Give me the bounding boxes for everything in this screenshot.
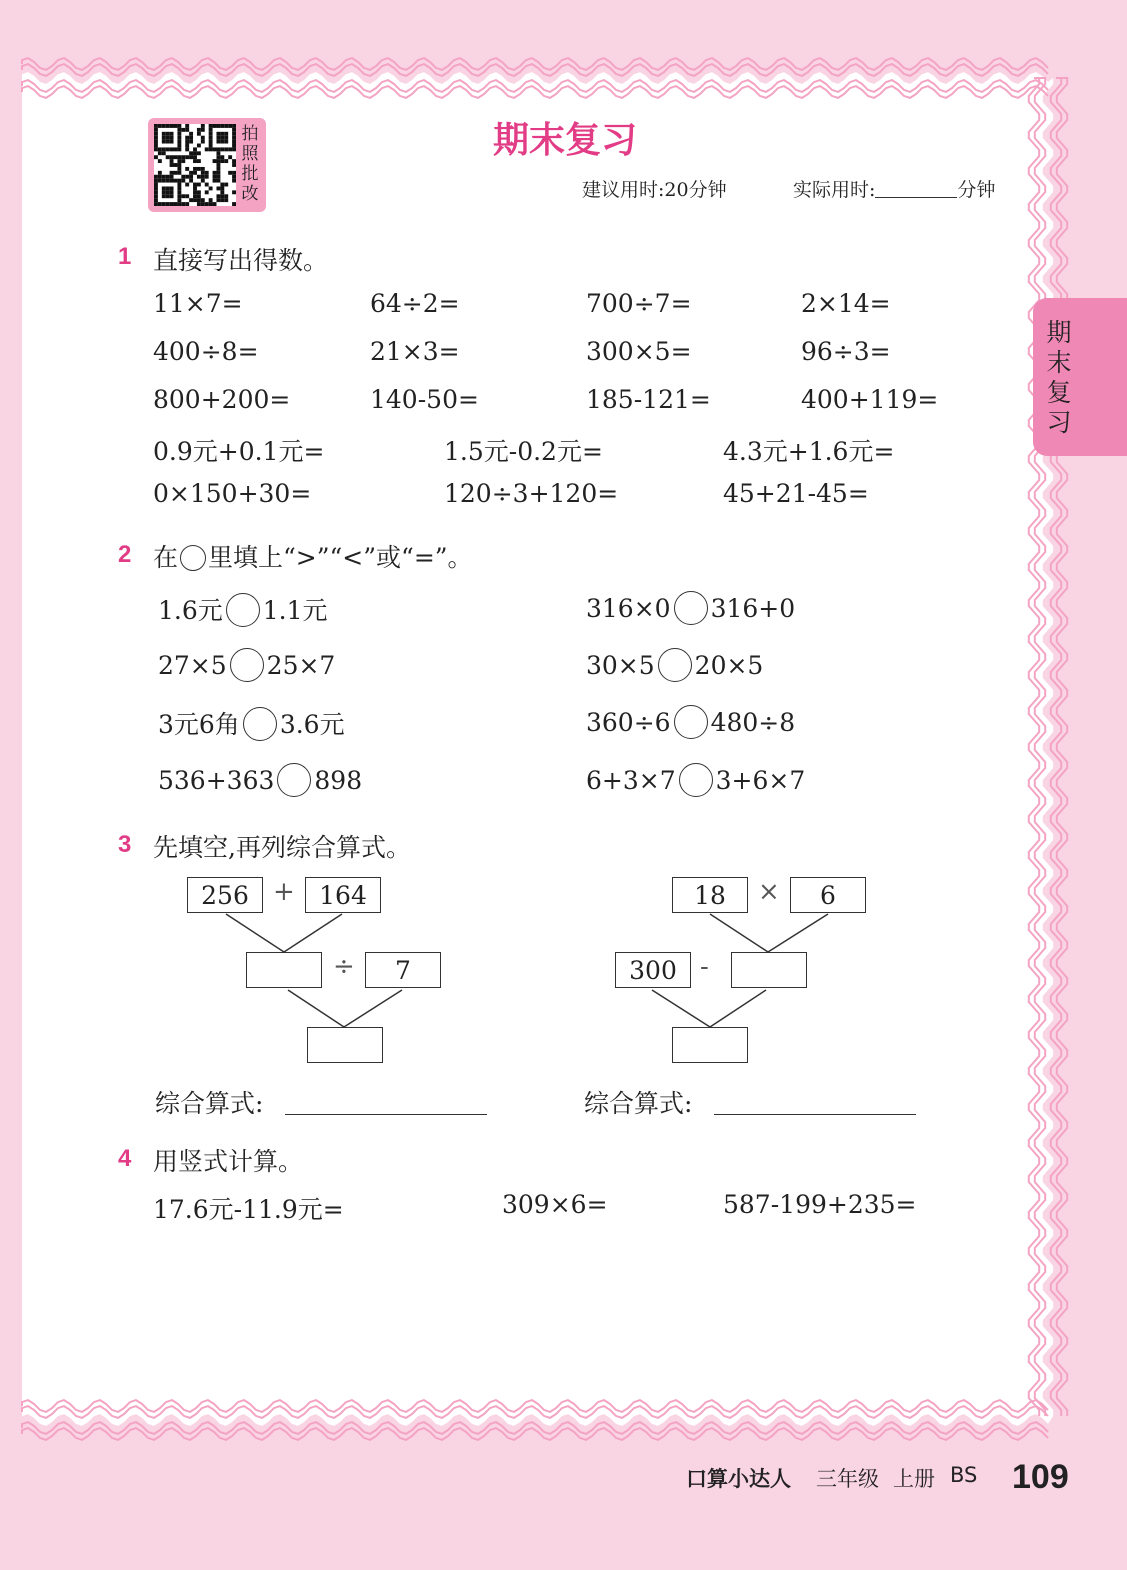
answer-box[interactable] — [672, 1027, 748, 1063]
compare-item: 316×0 316+0 — [586, 591, 795, 625]
exercise: 21×3= — [370, 337, 460, 366]
exercise: 0×150+30= — [153, 479, 312, 508]
question-number: 1 — [118, 243, 132, 270]
footer-volume: 上册 — [893, 1467, 935, 1491]
question-number: 3 — [118, 831, 132, 858]
exercise: 45+21-45= — [723, 479, 869, 508]
compare-item: 3元6角 3.6元 — [158, 705, 345, 741]
operator: × — [758, 877, 780, 907]
exercise: 96÷3= — [801, 337, 891, 366]
compare-item: 360÷6 480÷8 — [586, 705, 795, 739]
formula-blank[interactable] — [285, 1114, 487, 1115]
number-box: 7 — [365, 952, 441, 988]
suggested-time: 建议用时:20分钟 — [582, 179, 727, 201]
formula-label: 综合算式: — [155, 1089, 264, 1118]
exercise: 140-50= — [370, 385, 479, 414]
exercise: 700÷7= — [586, 289, 692, 318]
footer-grade: 三年级 — [816, 1467, 879, 1491]
exercise: 17.6元-11.9元= — [153, 1195, 344, 1224]
number-box: 6 — [790, 877, 866, 913]
question-text: 用竖式计算。 — [153, 1147, 304, 1176]
answer-box[interactable] — [731, 952, 807, 988]
number-box: 300 — [615, 952, 691, 988]
side-tab-label: 期 末 复 习 — [1046, 318, 1072, 437]
formula-blank[interactable] — [714, 1114, 916, 1115]
exercise: 120÷3+120= — [444, 479, 619, 508]
page-title: 期末复习 — [492, 120, 637, 161]
exercise: 1.5元-0.2元= — [444, 437, 603, 466]
exercise: 300×5= — [586, 337, 692, 366]
compare-item: 536+363 898 — [158, 763, 362, 797]
question-text: 先填空,再列综合算式。 — [153, 833, 411, 862]
exercise: 0.9元+0.1元= — [153, 437, 325, 466]
qr-label: 拍 照 批 改 — [241, 124, 259, 204]
number-box: 18 — [672, 877, 748, 913]
exercise: 400÷8= — [153, 337, 259, 366]
answer-box[interactable] — [246, 952, 322, 988]
operator: ÷ — [333, 952, 355, 982]
footer-edition: BS — [950, 1463, 978, 1487]
answer-box[interactable] — [307, 1027, 383, 1063]
compare-item: 27×5 25×7 — [158, 648, 335, 682]
footer-book-title: 口算小达人 — [686, 1467, 791, 1491]
formula-label: 综合算式: — [584, 1089, 693, 1118]
number-box: 164 — [305, 877, 381, 913]
compare-item: 6+3×7 3+6×7 — [586, 763, 805, 797]
operator: + — [273, 877, 295, 907]
question-text: 直接写出得数。 — [153, 246, 329, 275]
exercise: 800+200= — [153, 385, 291, 414]
question-number: 4 — [118, 1145, 132, 1172]
exercise: 4.3元+1.6元= — [723, 437, 895, 466]
exercise: 64÷2= — [370, 289, 460, 318]
exercise: 185-121= — [586, 385, 711, 414]
exercise: 400+119= — [801, 385, 939, 414]
exercise: 309×6= — [502, 1190, 608, 1219]
actual-time: 实际用时: 分钟 — [793, 179, 996, 201]
exercise: 587-199+235= — [723, 1190, 917, 1219]
page-number: 109 — [1012, 1458, 1069, 1496]
number-box: 256 — [187, 877, 263, 913]
question-number: 2 — [118, 541, 132, 568]
question-text: 在 里填上“>”“<”或“=”。 — [153, 543, 473, 572]
exercise: 11×7= — [153, 289, 243, 318]
compare-item: 1.6元 1.1元 — [158, 591, 328, 627]
compare-item: 30×5 20×5 — [586, 648, 763, 682]
exercise: 2×14= — [801, 289, 891, 318]
operator: - — [700, 952, 709, 982]
